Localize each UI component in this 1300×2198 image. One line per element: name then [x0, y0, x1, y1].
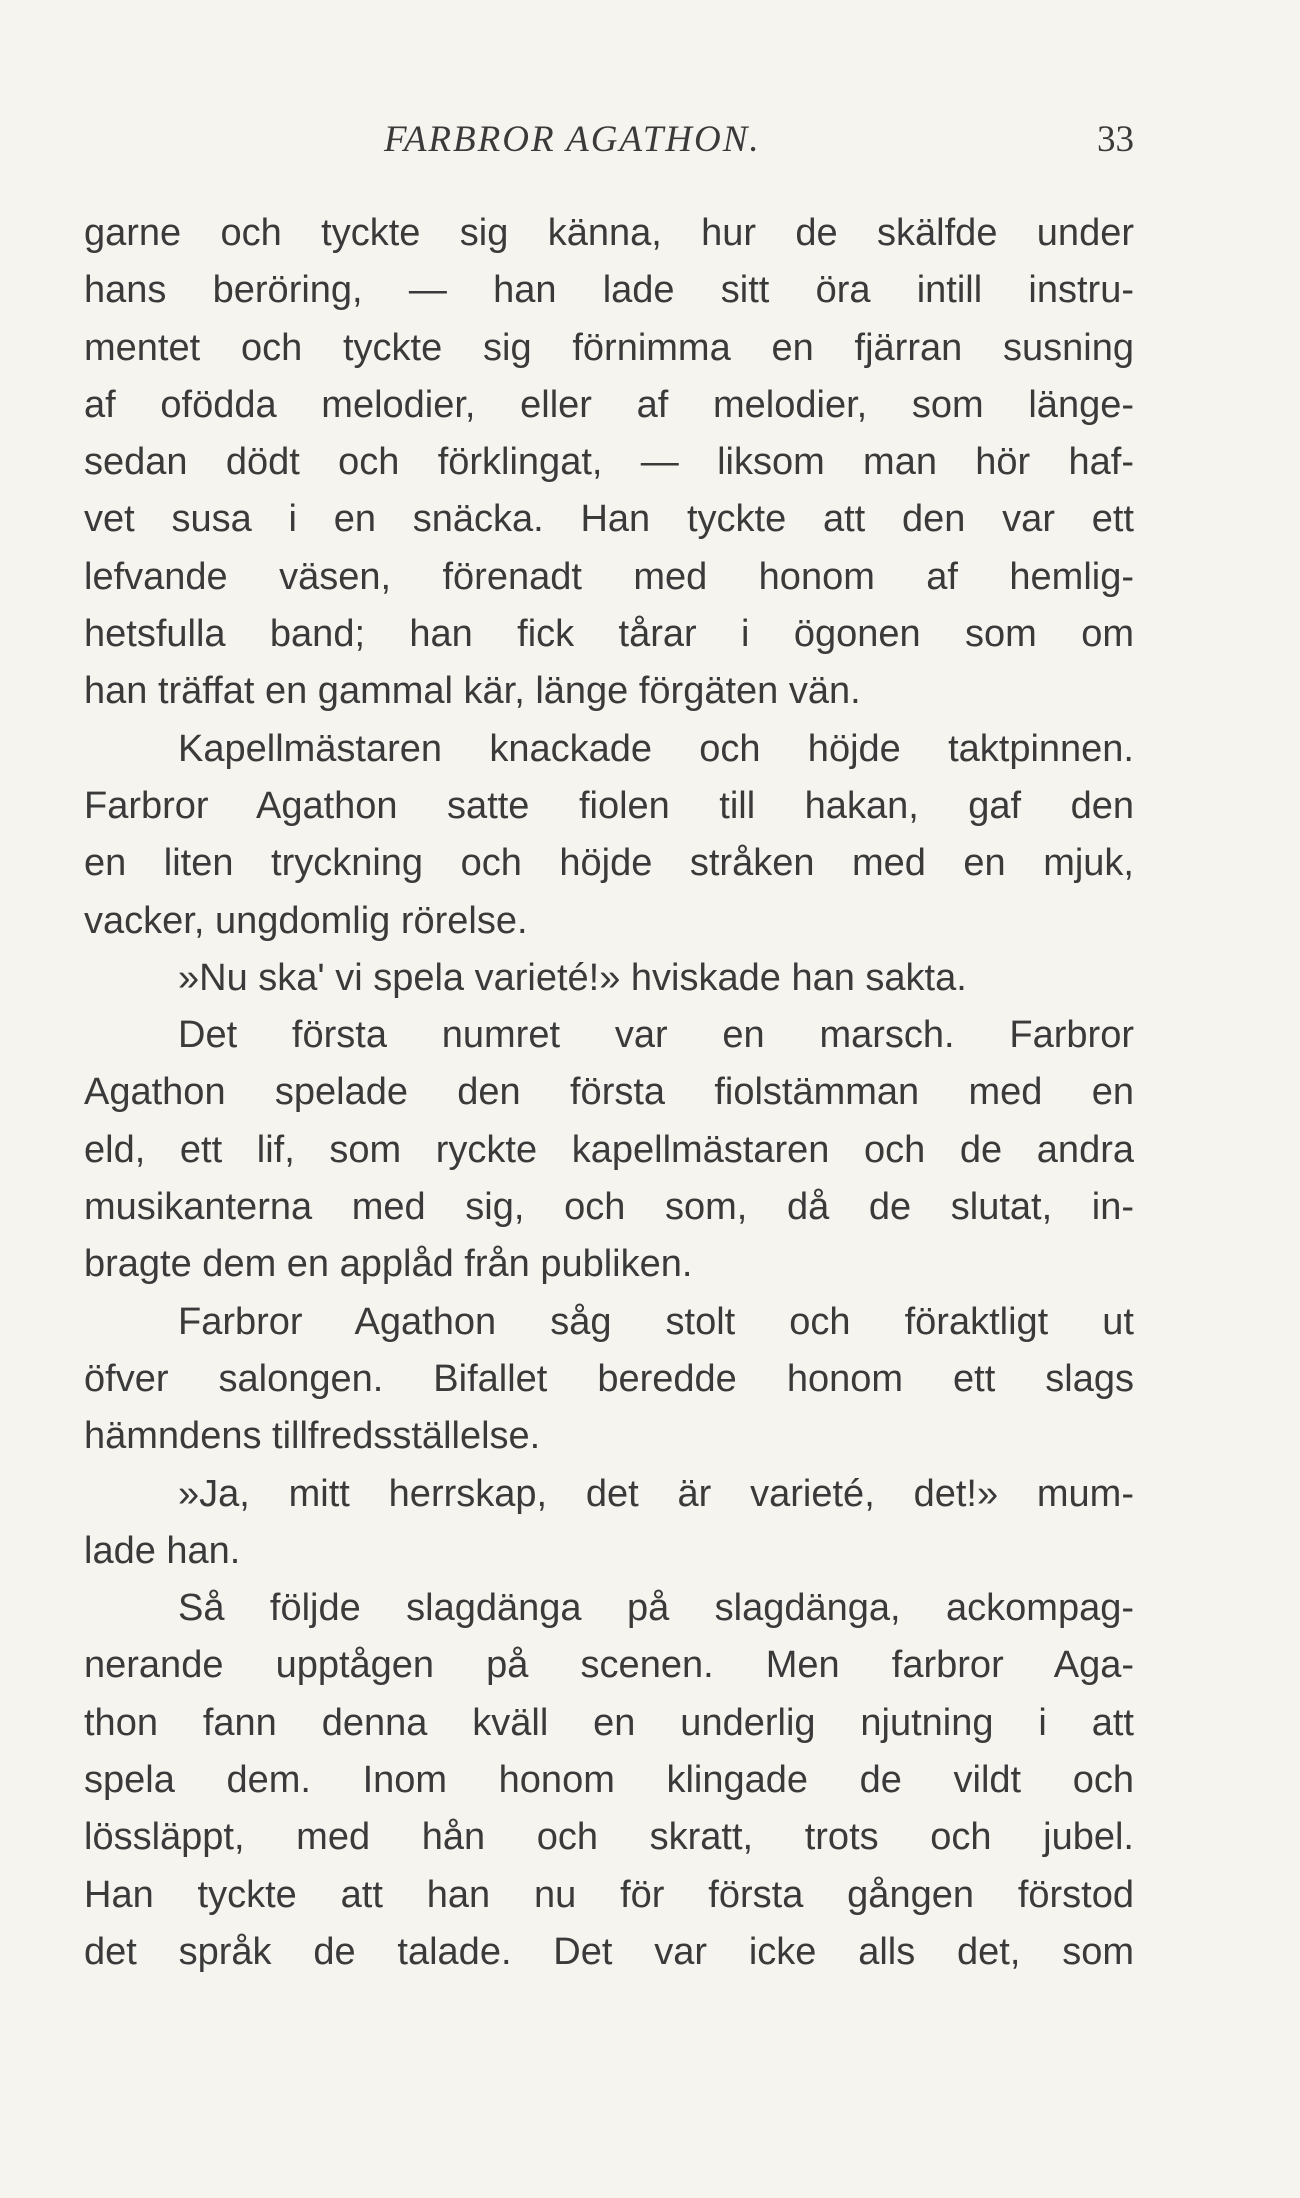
- running-title: FARBROR AGATHON.: [384, 119, 761, 160]
- text-line: det språk de talade. Det var icke alls det, som: [84, 1930, 1134, 1973]
- text-line: spela dem. Inom honom klingade de vildt och: [84, 1759, 1134, 1802]
- page-header: [84, 118, 1134, 170]
- text-line: han träffat en gammal kär, länge förgäten vän.: [84, 670, 861, 713]
- text-line: Kapellmästaren knackade och höjde taktpinnen.: [178, 727, 1134, 770]
- text-line: hetsfulla band; han fick tårar i ögonen som om: [84, 613, 1134, 656]
- text-line: eld, ett lif, som ryckte kapellmästaren och de andra: [84, 1128, 1134, 1171]
- body-text: [84, 205, 1134, 1981]
- text-line: »Ja, mitt herrskap, det är varieté, det!» mum-: [178, 1472, 1134, 1515]
- text-line: Så följde slagdänga på slagdänga, ackompag-: [178, 1587, 1134, 1630]
- text-line: nerande upptågen på scenen. Men farbror Aga-: [84, 1644, 1134, 1687]
- text-line: Agathon spelade den första fiolstämman med en: [84, 1071, 1134, 1114]
- text-line: lade han.: [84, 1529, 241, 1572]
- text-line: öfver salongen. Bifallet beredde honom ett slags: [84, 1357, 1134, 1400]
- text-line: lössläppt, med hån och skratt, trots och jubel.: [84, 1816, 1134, 1859]
- text-line: en liten tryckning och höjde stråken med en mjuk,: [84, 842, 1134, 885]
- text-line: Farbror Agathon såg stolt och föraktligt ut: [178, 1300, 1134, 1343]
- text-line: musikanterna med sig, och som, då de slutat, in-: [84, 1186, 1134, 1229]
- text-line: »Nu ska' vi spela varieté!» hviskade han sakta.: [178, 956, 967, 999]
- text-line: garne och tyckte sig känna, hur de skälfde under: [84, 212, 1134, 254]
- text-line: Det första numret var en marsch. Farbror: [178, 1014, 1134, 1057]
- text-line: Han tyckte att han nu för första gången förstod: [84, 1873, 1134, 1916]
- text-line: mentet och tyckte sig förnimma en fjärran susning: [84, 326, 1134, 369]
- text-line: sedan dödt och förklingat, — liksom man hör haf-: [84, 441, 1134, 484]
- text-line: vacker, ungdomlig rörelse.: [84, 899, 528, 942]
- text-line: lefvande väsen, förenadt med honom af hemlig-: [84, 555, 1134, 598]
- text-line: hämndens tillfredsställelse.: [84, 1415, 541, 1458]
- page-number: 33: [1097, 119, 1134, 160]
- text-line: vet susa i en snäcka. Han tyckte att den var ett: [84, 498, 1134, 541]
- text-line: Farbror Agathon satte fiolen till hakan, gaf den: [84, 784, 1134, 827]
- text-line: af ofödda melodier, eller af melodier, som länge-: [84, 383, 1134, 426]
- text-line: hans beröring, — han lade sitt öra intill instru-: [84, 269, 1134, 312]
- text-line: thon fann denna kväll en underlig njutning i att: [84, 1701, 1134, 1744]
- text-line: bragte dem en applåd från publiken.: [84, 1243, 693, 1286]
